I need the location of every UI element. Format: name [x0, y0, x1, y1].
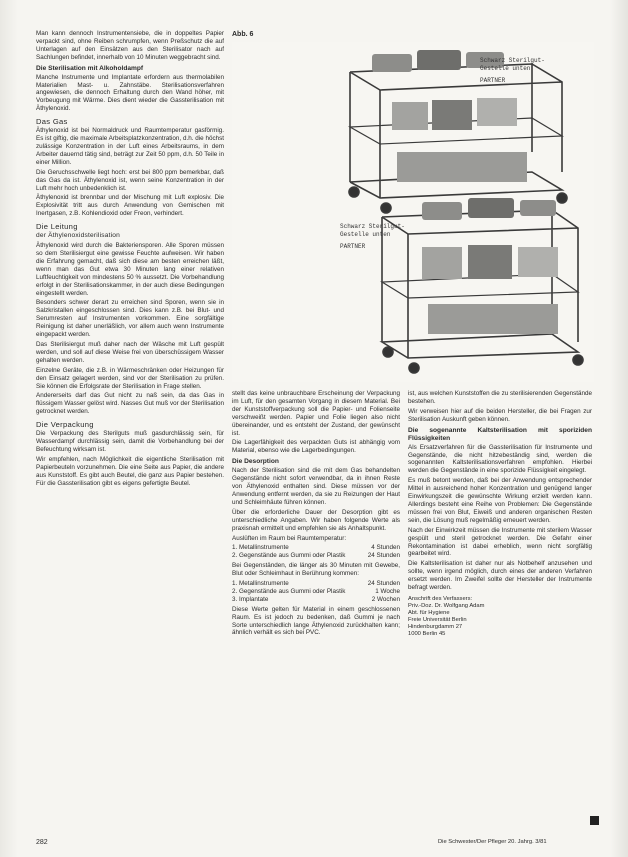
- list-item-label: 1. Metallinstrumente: [232, 544, 289, 552]
- paragraph: Äthylenoxid ist brennbar und der Mischung mit Luft explosiv. Die Explosivität tritt aus durch Anwendung von Gemischen mit Inertgasen, z.B. Kohlendioxid oder Freon, verhindert.: [36, 194, 224, 218]
- list-item-value: 1 Woche: [375, 587, 400, 595]
- page-number: 282: [36, 839, 48, 846]
- paragraph: Besonders schwer derart zu erreichen sind Sporen, wenn sie in Salzkristallen eingeschlossen sind. Dies kann z.B. bei Blut- und Serumresten auf Instrumenten vorkommen. Eine sorgfältige Reinigung ist daher unerläßlich, vor allem auch wenn Instrumente eingepackt werden.: [36, 299, 224, 339]
- paragraph: Es muß betont werden, daß bei der Anwendung entsprechender Mittel in ausreichend hoher Konzentration und genügend langer Einwirkungszeit die gewünschte Wirkung erzielt werden kann. Allerdings besteht eine Reihe von Problemen: Die Gegenstände müssen frei von Blut, Eiweiß und anderen organischen Resten sein, die Lösung muß regelmäßig erneuert werden.: [408, 477, 592, 524]
- list-item: [232, 588, 400, 596]
- paragraph: Diese Werte gelten für Material in einem geschlossenen Raum. Es ist jedoch zu bedenken, daß Gummi je nach Sorte unterschiedlich lange Äthylenoxid zurückhalten kann; ähnlich verhält es sich bei PVC.: [232, 605, 400, 637]
- address-line: Freie Universität Berlin: [408, 616, 467, 623]
- paragraph: Nach der Einwirkzeit müssen die Instrumente mit sterilem Wasser gespült und steril getrocknet werden. Die Gefahr einer Rekontamination ist dabei erheblich, wenn nicht sorgfältig gearbeitet wird.: [408, 526, 592, 558]
- paragraph: Manche Instrumente und Implantate erfordern aus thermolabilen Materialien Mast- u. Zahnstäbe. Sterilisationsverfahren angewiesen, die dennoch Erhaltung durch den Wand höher, mit Vorbeugung mit Wärme. Dies dient wieder die Gassterilisation mit Äthylenoxid.: [36, 73, 224, 113]
- section-heading: Die Desorption: [232, 458, 279, 466]
- figure-label: Abb. 6: [232, 31, 254, 38]
- section-heading: Die Sterilisation mit Alkoholdampf: [36, 64, 144, 72]
- top-caption-line: PARTNER: [480, 77, 506, 84]
- bottom-caption-line: Schwarz Sterilgut-: [340, 223, 405, 230]
- address-line: 1000 Berlin 45: [408, 630, 446, 637]
- paragraph: ist, aus welchen Kunststoffen die zu sterilisierenden Gegenstände bestehen.: [408, 390, 592, 405]
- text-column-2: [232, 390, 400, 830]
- paragraph: Das Sterilisiergut muß daher nach der Wäsche mit Luft gespült werden, und soll auf diese Weise frei von überschüssigem Wasser gehalten werden.: [36, 341, 224, 364]
- figure-sterile-carts-photo: [232, 42, 594, 382]
- section-subheading: der Äthylenoxidsterilisation: [36, 232, 121, 240]
- section-heading: Die Leitung: [36, 222, 78, 232]
- section-heading: Die Verpackung: [36, 420, 94, 430]
- paragraph: Nach der Sterilisation sind die mit dem Gas behandelten Gegenstände nicht sofort verwendbar, da in ihnen Reste von Äthylenoxid enthalten sind. Diese müssen vor der Anwendung entfernt werden, da sie zu Reizungen der Haut und Schleimhäute führen können.: [232, 467, 400, 506]
- paragraph: Man kann dennoch Instrumentensiebe, die in doppeltes Papier verpackt sind, ohne Reiben schrumpfen, wenn Preßschutz die auf Unterlagen auf den Einsätzen aus den Sterilisator nach auf Sachlungen befindet, innerhalb von 10 Minuten weggebracht sind.: [36, 30, 224, 61]
- paragraph: Äthylenoxid ist bei Normaldruck und Raumtemperatur gasförmig. Es ist giftig, die maximale Arbeitsplatzkonzentration, d.h. die höchst zulässige Konzentration in der Luft eines Arbeitsraums, in dem Arbeiter dauernd tätig sind, beträgt zur Zeit 50 ppm, d.h. 50 Teile in einer Million.: [36, 127, 224, 166]
- paragraph: stellt das keine unbrauchbare Erscheinung der Verpackung im Luft, für den gesamten Vorgang in diesem Material. Bei der Kunststoffverpackung soll die Papier- und Folienseite verschweißt werden. Papier und Folie liegen also nicht übereinander, und es entsteht der Zustand, der gewünscht ist.: [232, 390, 400, 437]
- list-item: [232, 544, 400, 552]
- list-item-value: 2 Wochen: [371, 595, 400, 603]
- list-item-label: 3. Implantate: [232, 595, 269, 603]
- paragraph: Die Lagerfähigkeit des verpackten Guts ist abhängig vom Material, ebenso wie die Lagerbedingungen.: [232, 439, 400, 455]
- paragraph: Die Geruchsschwelle liegt hoch: erst bei 800 ppm bemerkbar, daß das Gas da ist. Äthylenoxid ist, wenn seine Konzentration in der Luft mehr hoch unbedenklich ist.: [36, 168, 224, 192]
- end-of-article-marker: [590, 816, 599, 825]
- paragraph: Die Verpackung des Sterilguts muß gasdurchlässig sein, für Wasserdampf durchlässig sein, damit die Vorbehandlung bei der Befeuchtung wirksam ist.: [36, 430, 224, 453]
- address-title: Anschrift des Verfassers:: [408, 595, 473, 602]
- list-item-label: 2. Gegenstände aus Gummi oder Plastik: [232, 552, 346, 560]
- author-address: [408, 596, 592, 638]
- paragraph: Andererseits darf das Gut nicht zu naß sein, da das Gas in flüssigem Wasser gelöst wird. Nasses Gut muß vor der Sterilisation getrocknet werden.: [36, 392, 224, 416]
- desorption-list-1: [232, 544, 400, 560]
- paragraph: Bei Gegenständen, die länger als 30 Minuten mit Gewebe, Blut oder Schleimhaut in Berührung kommen:: [232, 562, 400, 578]
- bottom-caption-line: PARTNER: [340, 243, 366, 250]
- top-caption-line: Schwarz Sterilgut-: [480, 57, 545, 64]
- section-heading: Das Gas: [36, 117, 68, 127]
- list-item: [232, 580, 400, 588]
- list-item-value: 24 Stunden: [367, 552, 400, 560]
- text-column-3: [408, 390, 592, 830]
- list-item: [232, 552, 400, 560]
- paragraph: Über die erforderliche Dauer der Desorption gibt es unterschiedliche Angaben. Wir haben folgende Werte als praxisnah ermittelt und empfehlen sie als Anhaltspunkt.: [232, 508, 400, 532]
- section-heading: Die sogenannte Kaltsterilisation mit sporiziden Flüssigkeiten: [408, 426, 592, 442]
- address-line: Priv.-Doz. Dr. Wolfgang Adam: [408, 602, 485, 609]
- paragraph: Wir empfehlen, nach Möglichkeit die eigentliche Sterilisation mit Papierbeuteln vorzunehmen. Die eine Seite aus Papier, die andere aus Kunststoff. Es gibt auch Beutel, die ganz aus Papier bestehen. Für die Gassterilisation gibt es eigens gefertigte Beutel.: [36, 455, 224, 487]
- bottom-caption-line: Gestelle unten: [340, 231, 391, 238]
- paragraph: Einzelne Geräte, die z.B. in Wärmeschränken oder Heizungen für den Einsatz gelagert werden, sind vor der Sterilisation zu prüfen. Sie können die Erfolgsrate der Sterilisation in Frage stellen.: [36, 366, 224, 390]
- desorption-list-2: [232, 580, 400, 604]
- list-item: [232, 596, 400, 604]
- paragraph: Wir verweisen hier auf die beiden Hersteller, die bei Fragen zur Sterilisation Auskunft geben können.: [408, 407, 592, 423]
- address-line: Abt. für Hygiene: [408, 609, 450, 616]
- list-item-value: 24 Stunden: [367, 580, 400, 588]
- list-item-value: 4 Stunden: [371, 544, 400, 552]
- top-caption-line: Gestelle unten: [480, 65, 531, 72]
- text-column-1: [36, 30, 224, 830]
- list-item-label: 2. Gegenstände aus Gummi oder Plastik: [232, 587, 346, 595]
- address-line: Hindenburgdamm 27: [408, 623, 463, 630]
- journal-footer: Die Schwester/Der Pfleger 20. Jahrg. 3/81: [438, 839, 547, 845]
- list-item-label: 1. Metallinstrumente: [232, 580, 289, 588]
- paragraph: Als Ersatzverfahren für die Gassterilisation für Instrumente und Gegenstände, die nicht hitzebeständig sind, werden die sogenannten Kaltsterilisationsverfahren empfohlen. Hierbei werden die Gegenstände in eine sporizide Flüssigkeit eingelegt.: [408, 443, 592, 475]
- paragraph: Äthylenoxid wird durch die Bakteriensporen. Alle Sporen müssen so dem Sterilisiergut eine gewisse Feuchte aufweisen. Wir haben die Erfahrung gemacht, daß sich diese am besten erreichen läßt, wenn man das Gut etwa 30 Minuten lang einer relativen Luftfeuchtigkeit von mindestens 50 % aussetzt. Die Vorbehandlung erfolgt in der Sterilisationskammer, in der auch diese Bedingungen eingestellt werden.: [36, 242, 224, 297]
- paragraph: Die Kaltsterilisation ist daher nur als Notbehelf anzusehen und sollte, wenn irgend möglich, durch eines der anderen Verfahren ersetzt werden. Im Zweifel sollte der Hersteller der Instrumente befragt werden.: [408, 560, 592, 592]
- paragraph: Auslüften im Raum bei Raumtemperatur:: [232, 534, 347, 542]
